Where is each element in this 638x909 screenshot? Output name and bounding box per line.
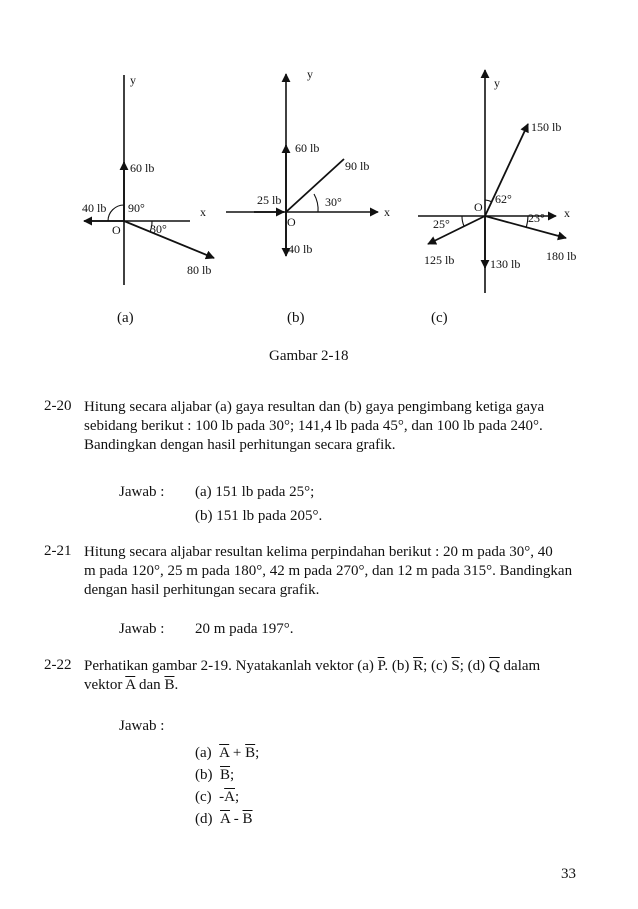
text-fragment: dan <box>135 677 165 693</box>
problem-line <box>84 676 604 695</box>
vector-a: $\overline{A}$ <box>125 677 136 693</box>
figure-2-18 <box>0 0 638 340</box>
problem-line <box>84 657 604 676</box>
problem-line: dengan hasil perhitungan secara grafik. <box>84 582 320 598</box>
force-label-60: 60 lb <box>295 141 320 155</box>
answer-item-label: (c) <box>195 789 212 805</box>
vector-a: $\overline{A}$ <box>219 745 230 761</box>
force-label-150: 150 lb <box>531 120 562 134</box>
text-fragment: . <box>174 677 179 693</box>
answer-line: (a) 151 lb pada 25°; <box>195 484 315 500</box>
punct: ; <box>235 789 240 805</box>
problem-text <box>84 657 604 695</box>
vector-b: $\overline{B}$ <box>220 767 231 783</box>
diagram-a-label: (a) <box>117 310 134 326</box>
problem-number: 2-21 <box>44 543 72 559</box>
answer-line <box>195 810 253 829</box>
force-arrow-80 <box>124 221 214 258</box>
punct: ; <box>255 745 260 761</box>
angle-label-90: 90° <box>128 201 145 215</box>
diagram-b-label: (b) <box>287 310 305 326</box>
force-label-130: 130 lb <box>490 257 521 271</box>
answer-item-label: (b) <box>195 767 213 783</box>
answer-line <box>195 744 259 763</box>
force-label-80: 80 lb <box>187 263 212 277</box>
answer-item-label: (d) <box>195 811 213 827</box>
problem-text <box>84 543 604 600</box>
vector-a: $\overline{A}$ <box>220 811 231 827</box>
page-number: 33 <box>561 866 576 882</box>
figure-caption: Gambar 2-18 <box>269 348 349 364</box>
diagram-c <box>418 70 576 293</box>
axis-y-label: y <box>494 76 500 90</box>
angle-label-25: 25° <box>433 217 450 231</box>
vector-b: $\overline{B}$ <box>164 677 175 693</box>
angle-label-62: 62° <box>495 192 512 206</box>
vector-r: $\overline{R}$ <box>413 658 424 674</box>
diagram-c-label: (c) <box>431 310 448 326</box>
text-fragment: ; (d) <box>459 658 489 674</box>
axis-x-label: x <box>200 205 206 219</box>
force-label-60: 60 lb <box>130 161 155 175</box>
vector-b: $\overline{B}$ <box>242 811 253 827</box>
force-arrow-180 <box>485 216 566 238</box>
origin-label: O <box>112 223 121 237</box>
operator: - <box>219 789 225 805</box>
diagram-a <box>82 73 214 285</box>
text-fragment: vektor <box>84 677 126 693</box>
force-label-90: 90 lb <box>345 159 370 173</box>
problem-number: 2-20 <box>44 398 72 414</box>
answer-label: Jawab : <box>119 621 165 637</box>
axis-x-label: x <box>384 205 390 219</box>
punct: ; <box>230 767 235 783</box>
problem-line: Hitung secara aljabar resultan kelima perpindahan berikut : 20 m pada 30°, 40 <box>84 544 553 560</box>
problem-text <box>84 398 604 455</box>
answer-label: Jawab : <box>119 718 165 734</box>
axis-x-label: x <box>564 206 570 220</box>
text-fragment: dalam <box>499 658 541 674</box>
vector-a: $\overline{A}$ <box>224 789 235 805</box>
force-label-40: 40 lb <box>82 201 107 215</box>
answer-line: (b) 151 lb pada 205°. <box>195 508 323 524</box>
answer-line: 20 m pada 197°. <box>195 621 294 637</box>
problem-line: sebidang berikut : 100 lb pada 30°; 141,4 lb pada 45°, dan 100 lb pada 240°. <box>84 418 543 434</box>
answer-line <box>195 788 239 807</box>
diagram-b <box>226 67 390 256</box>
vector-q: $\overline{Q}$ <box>488 658 500 674</box>
vector-s: $\overline{S}$ <box>451 658 460 674</box>
force-label-125: 125 lb <box>424 253 455 267</box>
vector-b: $\overline{B}$ <box>245 745 256 761</box>
origin-label: O <box>287 215 296 229</box>
force-label-40: 40 lb <box>288 242 313 256</box>
problem-line: Hitung secara aljabar (a) gaya resultan dan (b) gaya pengimbang ketiga gaya <box>84 399 545 415</box>
origin-label: O <box>474 200 483 214</box>
operator: - <box>230 811 243 827</box>
problem-number: 2-22 <box>44 657 72 673</box>
problem-line: Bandingkan dengan hasil perhitungan secara grafik. <box>84 437 396 453</box>
text-fragment: ; (c) <box>423 658 452 674</box>
angle-label-30: 30° <box>325 195 342 209</box>
answer-line <box>195 766 234 785</box>
answer-item-label: (a) <box>195 745 212 761</box>
text-fragment: Perhatikan gambar 2-19. Nyatakanlah vektor (a) <box>84 658 378 674</box>
vector-p: $\overline{P}$ <box>377 658 385 674</box>
text-fragment: . (b) <box>384 658 414 674</box>
angle-label-23: 23° <box>528 211 545 225</box>
answer-label: Jawab : <box>119 484 165 500</box>
angle-label-30: 30° <box>150 222 167 236</box>
operator: + <box>229 745 246 761</box>
axis-y-label: y <box>307 67 313 81</box>
problem-line: m pada 120°, 25 m pada 180°, 42 m pada 270°, dan 12 m pada 315°. Bandingkan <box>84 563 573 579</box>
axis-y-label: y <box>130 73 136 87</box>
force-label-180: 180 lb <box>546 249 577 263</box>
force-label-25: 25 lb <box>257 193 282 207</box>
